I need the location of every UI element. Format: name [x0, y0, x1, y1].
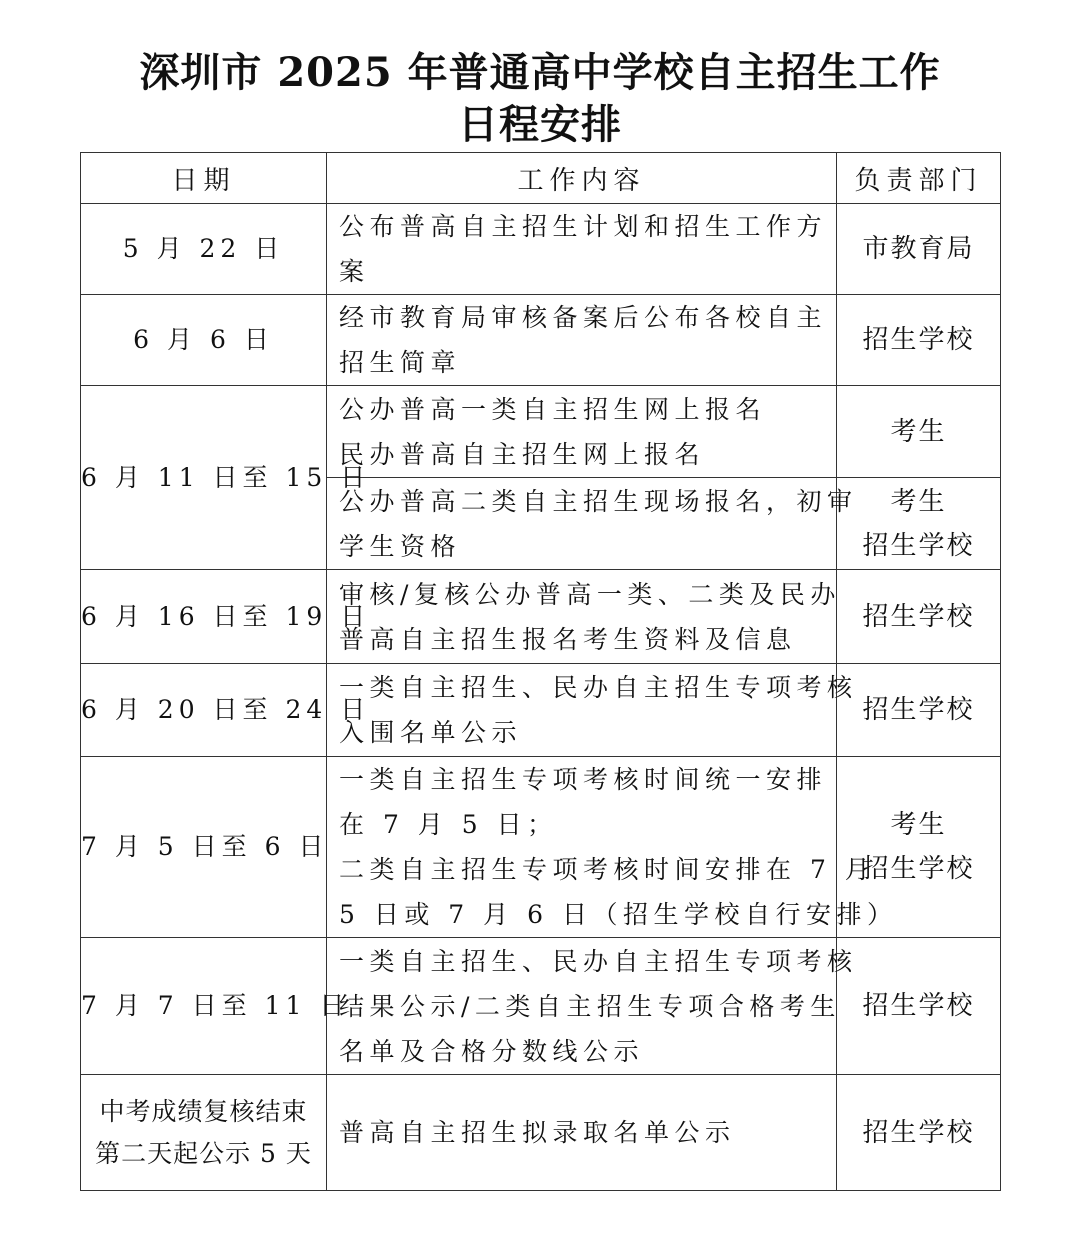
work-cell: [327, 664, 858, 757]
department-text: 招生学校: [862, 1117, 975, 1148]
work-text: 一类自主招生专项考核时间统一安排: [339, 765, 828, 794]
work-text: 5 日或 7 月 6 日（招生学校自行安排）: [339, 900, 898, 929]
work-text: 二类自主招生专项考核时间安排在 7 月: [339, 855, 876, 884]
department-cell: [837, 664, 1001, 757]
work-cell: [327, 1075, 837, 1191]
date-cell: [81, 204, 327, 295]
work-text: 一类自主招生、民办自主招生专项考核: [339, 946, 858, 976]
work-text: 入围名单公示: [339, 718, 523, 747]
work-text: 审核/复核公办普高一类、二类及民办: [339, 579, 841, 609]
date-text: 6 月 11 日至 15 日: [81, 462, 371, 492]
date-text: 6 月 20 日至 24 日: [81, 695, 371, 724]
date-text: 7 月 7 日至 11 日: [81, 991, 350, 1020]
work-cell: [327, 757, 898, 938]
department-cell: [837, 570, 1001, 664]
department-text: 招生学校: [862, 695, 975, 725]
department-cell: [837, 295, 1001, 386]
work-cell: [327, 295, 837, 386]
header-date: 日期: [81, 153, 327, 204]
department-text: 招生学校: [862, 854, 975, 884]
work-text: 公办普高一类自主招生网上报名: [339, 394, 767, 424]
date-cell: [81, 570, 371, 664]
date-cell: [81, 757, 327, 938]
date-text: 6 月 6 日: [133, 325, 274, 354]
date-text: 5 月 22 日: [122, 234, 285, 263]
work-text: 公办普高二类自主招生现场报名，初审: [339, 486, 858, 516]
work-text: 学生资格: [339, 531, 462, 561]
department-text: 市教育局: [862, 234, 975, 264]
work-cell: [327, 478, 858, 570]
department-text: 招生学校: [862, 530, 975, 561]
work-cell: [327, 204, 837, 295]
work-text: 招生简章: [339, 348, 462, 377]
department-text: 考生: [890, 416, 947, 447]
date-cell: [81, 386, 371, 570]
date-text: 7 月 5 日至 6 日: [81, 832, 329, 861]
work-cell: [327, 938, 858, 1075]
work-cell: [327, 570, 841, 664]
department-text: 招生学校: [862, 601, 975, 632]
work-text: 民办普高自主招生网上报名: [339, 439, 706, 469]
department-cell: [837, 938, 1001, 1075]
table-row: [81, 664, 1001, 757]
table-row: [81, 386, 1001, 478]
department-cell: [837, 1075, 1001, 1191]
work-text: 名单及合格分数线公示: [339, 1036, 645, 1066]
work-text: 普高自主招生拟录取名单公示: [339, 1118, 736, 1147]
work-text: 案: [339, 257, 370, 286]
date-cell: [81, 295, 327, 386]
work-text: 在 7 月 5 日；: [339, 810, 558, 839]
date-text: 6 月 16 日至 19 日: [81, 601, 371, 631]
table-row: [81, 570, 1001, 664]
date-cell: [81, 938, 350, 1075]
work-cell: [327, 386, 837, 478]
work-text: 经市教育局审核备案后公布各校自主: [339, 303, 828, 332]
department-text: 考生: [890, 486, 947, 517]
header-work-content: 工作内容: [327, 153, 837, 204]
department-text: 招生学校: [862, 325, 975, 355]
work-text: 公布普高自主招生计划和招生工作方: [339, 212, 828, 241]
department-text: 考生: [890, 810, 947, 840]
department-text: 招生学校: [862, 991, 975, 1021]
work-text: 普高自主招生报名考生资料及信息: [339, 624, 797, 654]
date-cell: [81, 1075, 327, 1191]
table-row: [81, 295, 1001, 386]
table-row: [81, 1075, 1001, 1191]
header-department: 负责部门: [837, 153, 1001, 204]
date-text: 中考成绩复核结束: [99, 1096, 308, 1126]
work-text: 结果公示/二类自主招生专项合格考生: [339, 991, 841, 1021]
table-row: [81, 938, 1001, 1075]
department-cell: [837, 204, 1001, 295]
table-header-row: [81, 153, 1001, 204]
date-cell: [81, 664, 371, 757]
department-cell: [837, 386, 1001, 478]
document-title-line-2: 日程安排: [458, 101, 622, 148]
schedule-table: [80, 152, 1001, 1191]
table-row: [81, 204, 1001, 295]
department-cell: [837, 478, 1001, 570]
date-text: 第二天起公示 5 天: [95, 1138, 312, 1168]
document-title-line-1: 深圳市 2025 年普通高中学校自主招生工作: [139, 49, 941, 96]
table-row: [81, 757, 1001, 938]
work-text: 一类自主招生、民办自主招生专项考核: [339, 673, 858, 702]
